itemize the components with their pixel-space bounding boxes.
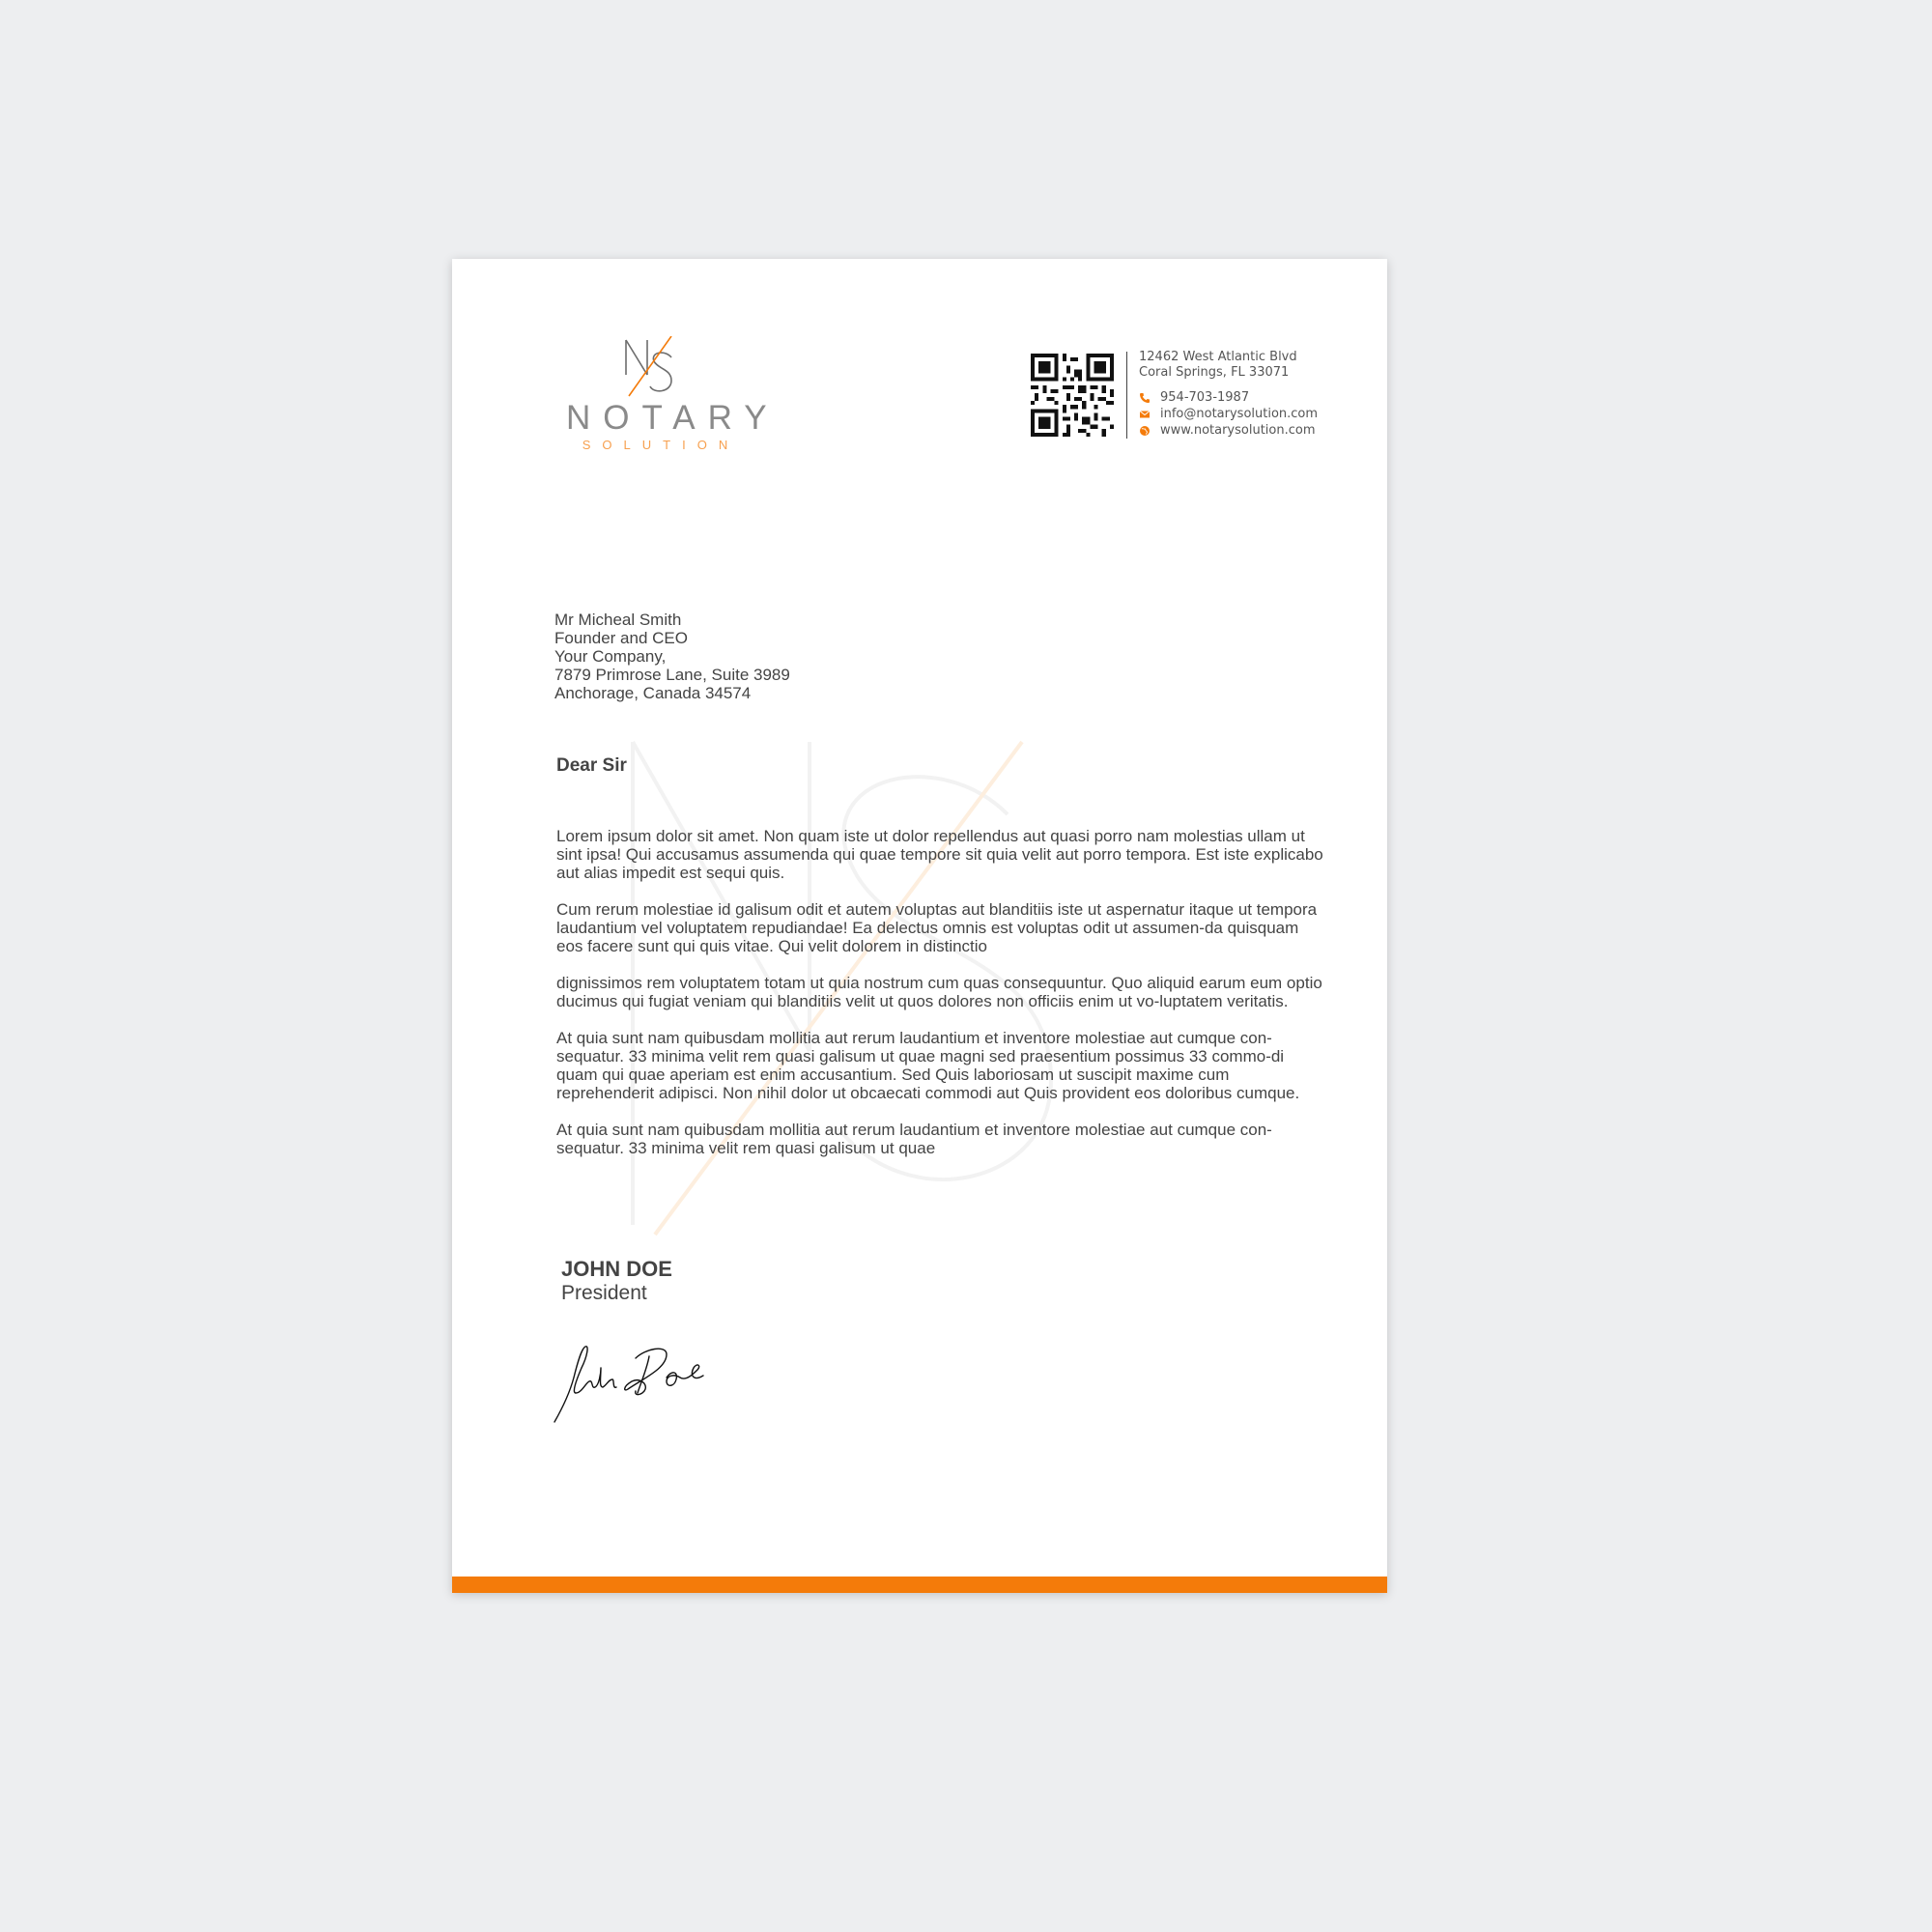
recipient-address xyxy=(554,611,790,702)
website-url: www.notarysolution.com xyxy=(1160,423,1316,438)
envelope-icon xyxy=(1139,409,1151,420)
signer-name: JOHN DOE xyxy=(561,1257,672,1281)
signer-title: President xyxy=(561,1282,647,1304)
letterhead-page xyxy=(452,259,1387,1593)
recipient-title: Founder and CEO xyxy=(554,629,688,647)
contact-divider xyxy=(1126,352,1127,439)
email-row xyxy=(1139,406,1318,422)
body-paragraph: Cum rerum molestiae id galisum odit et autem voluptas aut blanditiis iste ut aspernatur itaque ut tempora laudantium vel voluptatem repudiandae! Ea delectus omnis est voluptas odit ut assumen-da quisquam eos facere sunt qui quis vitae. Qui velit dolorem in distinctio xyxy=(556,900,1318,955)
recipient-name: Mr Micheal Smith xyxy=(554,611,682,629)
contact-block xyxy=(1139,350,1318,439)
recipient-company: Your Company, xyxy=(554,647,667,666)
letter-body xyxy=(556,827,1329,1176)
brand-tagline: SOLUTION xyxy=(582,438,740,452)
phone-number: 954-703-1987 xyxy=(1160,390,1250,405)
body-paragraph: At quia sunt nam quibusdam mollitia aut rerum laudantium et inventore molestiae aut cumque con-sequatur. 33 minima velit rem quasi galisum ut quae magni sed praesentium possimus 33 commo-di quam qui quae aperiam est enim accusantium. Sed Quis laboriosam ut suscipit maxime cum reprehenderit adipisci. Non nihil dolor ut obcaecati commodi aut Quis provident eos doloribus cumque. xyxy=(556,1029,1300,1102)
recipient-city: Anchorage, Canada 34574 xyxy=(554,684,752,702)
footer-accent-bar xyxy=(452,1577,1387,1593)
ns-monogram-icon xyxy=(554,336,756,404)
body-paragraph: At quia sunt nam quibusdam mollitia aut rerum laudantium et inventore molestiae aut cumque con-sequatur. 33 minima velit rem quasi galisum ut quae xyxy=(556,1121,1272,1157)
recipient-street: 7879 Primrose Lane, Suite 3989 xyxy=(554,666,790,684)
phone-row xyxy=(1139,389,1318,406)
address-line-1: 12462 West Atlantic Blvd xyxy=(1139,350,1297,364)
salutation: Dear Sir xyxy=(556,755,627,776)
handwritten-signature xyxy=(553,1339,717,1426)
body-paragraph: Lorem ipsum dolor sit amet. Non quam iste ut dolor repellendus aut quasi porro nam molestias ullam ut sint ipsa! Qui accusamus assumenda qui quae tempore sit quia velit aut porro tempora. Est iste explicabo aut alias impedit est sequi quis. xyxy=(556,827,1323,882)
qr-code-icon xyxy=(1031,354,1114,437)
address-line-2: Coral Springs, FL 33071 xyxy=(1139,365,1290,380)
body-paragraph: dignissimos rem voluptatem totam ut quia nostrum cum quas consequuntur. Quo aliquid earum eum optio ducimus qui fugiat veniam qui blanditiis velit ut quos dolores non officiis enim ut vo-luptatem veritatis. xyxy=(556,974,1322,1010)
phone-icon xyxy=(1139,392,1151,404)
email-address: info@notarysolution.com xyxy=(1160,407,1319,421)
brand-name: NOTARY xyxy=(566,399,780,437)
website-row xyxy=(1139,422,1318,439)
globe-icon xyxy=(1139,425,1151,437)
